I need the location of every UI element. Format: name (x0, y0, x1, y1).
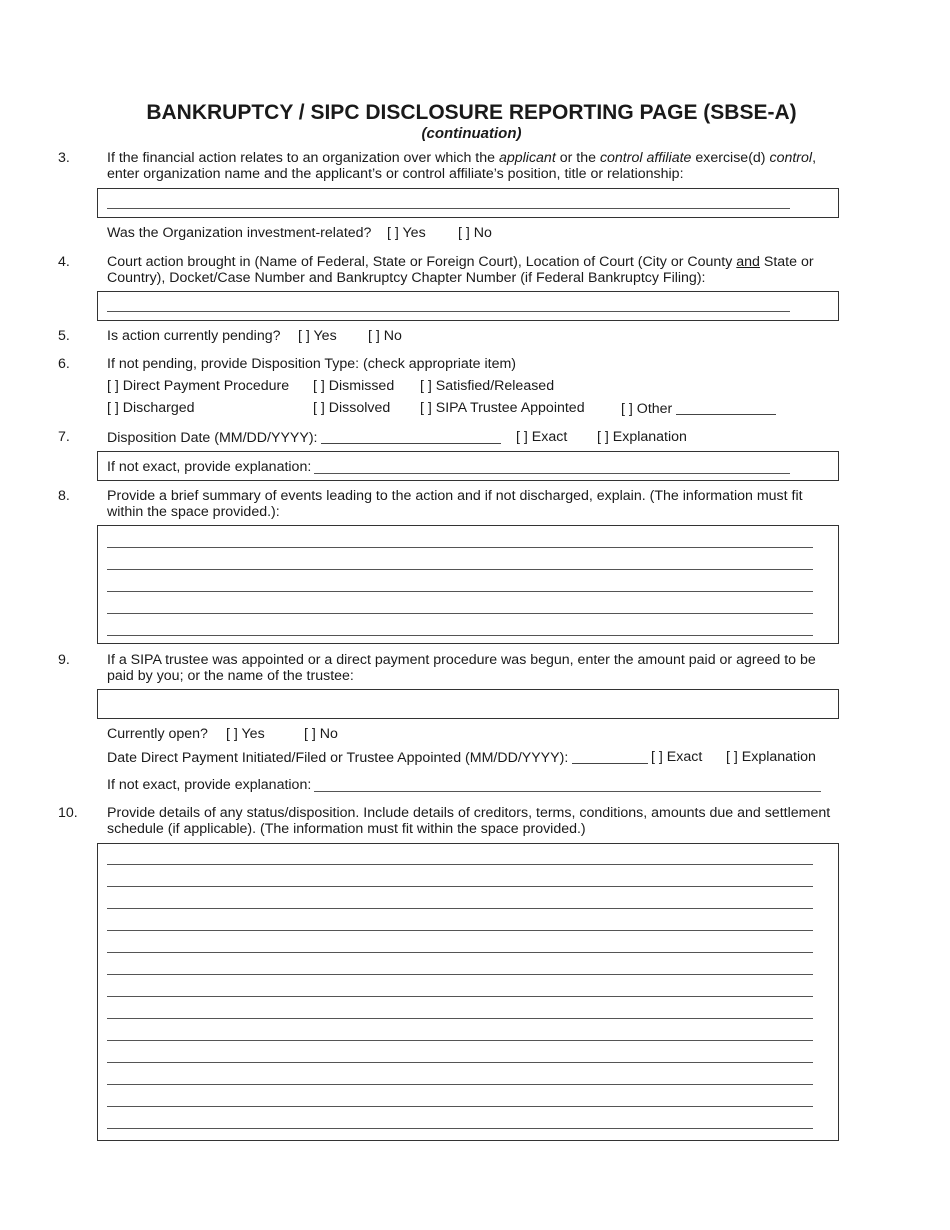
disposition-explanation-field[interactable] (97, 451, 839, 481)
answer-line (107, 547, 813, 548)
answer-line (314, 473, 790, 474)
discharged-checkbox[interactable]: [ ] Discharged (107, 400, 195, 416)
pending-question: Is action currently pending? (107, 328, 281, 344)
q9-prompt-line1: If a SIPA trustee was appointed or a direct payment procedure was begun, enter the amount paid or agreed to be (107, 652, 816, 668)
not-exact-label: If not exact, provide explanation: (107, 459, 312, 475)
q10-prompt-line2: schedule (if applicable). (The information must fit within the space provided.) (107, 821, 586, 837)
q8-prompt-line1: Provide a brief summary of events leading to the action and if not discharged, explain. (The information must fit (107, 488, 803, 504)
satisfied-released-checkbox[interactable]: [ ] Satisfied/Released (420, 378, 555, 394)
answer-line (107, 635, 813, 636)
trustee-or-amount-field[interactable] (97, 689, 839, 719)
answer-line (107, 208, 790, 209)
pending-yes-checkbox[interactable]: [ ] Yes (298, 328, 337, 344)
organization-name-field[interactable] (97, 188, 839, 218)
pending-no-checkbox[interactable]: [ ] No (368, 328, 402, 344)
answer-line (107, 1018, 813, 1019)
status-disposition-details-field[interactable] (97, 843, 839, 1141)
other-checkbox[interactable]: [ ] Other (621, 401, 776, 416)
item-number-9: 9. (58, 652, 70, 668)
q10-prompt-line1: Provide details of any status/disposition. Include details of creditors, terms, conditions, amounts due and settlement (107, 805, 831, 821)
investment-related-question: Was the Organization investment-related? (107, 225, 372, 241)
direct-payment-date-label: Date Direct Payment Initiated/Filed or Trustee Appointed (MM/DD/YYYY): (107, 750, 648, 765)
item-number-7: 7. (58, 429, 70, 445)
q3-prompt-line2: enter organization name and the applicant’s or control affiliate’s position, title or relationship: (107, 166, 684, 182)
disposition-type-question: If not pending, provide Disposition Type: (check appropriate item) (107, 356, 517, 372)
answer-line (107, 886, 813, 887)
court-action-field[interactable] (97, 291, 839, 321)
dissolved-checkbox[interactable]: [ ] Dissolved (313, 400, 391, 416)
q9-prompt-line2: paid by you; or the name of the trustee: (107, 668, 354, 684)
page-title: BANKRUPTCY / SIPC DISCLOSURE REPORTING PAGE (SBSE-A) (146, 101, 797, 124)
answer-line (107, 1040, 813, 1041)
item-number-3: 3. (58, 150, 70, 166)
disposition-date-exact-checkbox[interactable]: [ ] Exact (516, 429, 568, 445)
answer-line (107, 952, 813, 953)
item-number-6: 6. (58, 356, 70, 372)
answer-line (107, 864, 813, 865)
direct-payment-explanation-checkbox[interactable]: [ ] Explanation (726, 749, 816, 765)
summary-of-events-field[interactable] (97, 525, 839, 644)
other-blank[interactable] (676, 401, 776, 415)
answer-line (107, 613, 813, 614)
disposition-date-blank[interactable] (321, 430, 501, 444)
sipa-trustee-appointed-checkbox[interactable]: [ ] SIPA Trustee Appointed (420, 400, 585, 416)
answer-line (107, 311, 790, 312)
direct-payment-date-blank[interactable] (572, 750, 648, 764)
item-number-5: 5. (58, 328, 70, 344)
answer-line (107, 908, 813, 909)
answer-line (107, 1128, 813, 1129)
answer-line (107, 996, 813, 997)
q9-not-exact-label: If not exact, provide explanation: (107, 777, 312, 793)
answer-line (107, 1084, 813, 1085)
disposition-date-label: Disposition Date (MM/DD/YYYY): (107, 430, 501, 445)
q4-prompt-line2: Country), Docket/Case Number and Bankruptcy Chapter Number (if Federal Bankruptcy Filing): (107, 270, 706, 286)
open-yes-checkbox[interactable]: [ ] Yes (226, 726, 265, 742)
answer-line (107, 1106, 813, 1107)
answer-line (107, 930, 813, 931)
page-subtitle: (continuation) (421, 125, 522, 142)
q4-prompt-line1: Court action brought in (Name of Federal, State or Foreign Court), Location of Court (City or County and State or (107, 254, 814, 270)
direct-payment-exact-checkbox[interactable]: [ ] Exact (651, 749, 703, 765)
direct-payment-procedure-checkbox[interactable]: [ ] Direct Payment Procedure (107, 378, 290, 394)
q3-prompt-line1: If the financial action relates to an organization over which the applicant or the control affiliate exercise(d) control, (107, 150, 817, 166)
q9-explanation-line[interactable] (314, 791, 821, 792)
dismissed-checkbox[interactable]: [ ] Dismissed (313, 378, 395, 394)
item-number-4: 4. (58, 254, 70, 270)
answer-line (107, 1062, 813, 1063)
currently-open-question: Currently open? (107, 726, 208, 742)
investment-no-checkbox[interactable]: [ ] No (458, 225, 492, 241)
item-number-8: 8. (58, 488, 70, 504)
answer-line (107, 974, 813, 975)
q8-prompt-line2: within the space provided.): (107, 504, 280, 520)
disposition-date-explanation-checkbox[interactable]: [ ] Explanation (597, 429, 687, 445)
item-number-10: 10. (58, 805, 78, 821)
open-no-checkbox[interactable]: [ ] No (304, 726, 338, 742)
investment-yes-checkbox[interactable]: [ ] Yes (387, 225, 426, 241)
answer-line (107, 591, 813, 592)
answer-line (107, 569, 813, 570)
